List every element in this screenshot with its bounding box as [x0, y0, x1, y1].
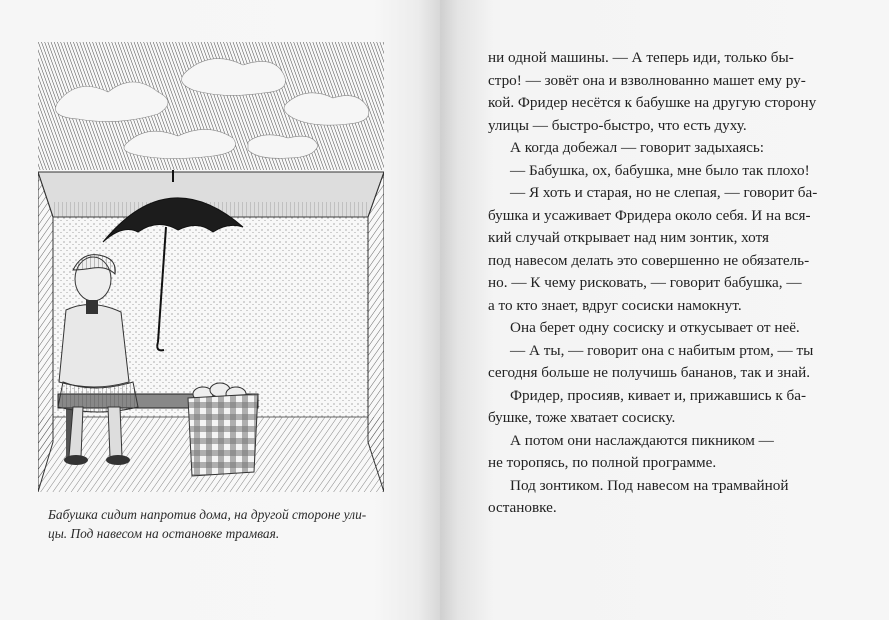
text-line: — Бабушка, ох, бабушка, мне было так плохо! — [510, 161, 810, 179]
illustration-caption — [48, 505, 388, 543]
caption-line: цы. Под навесом на остановке трамвая. — [48, 526, 280, 541]
text-line: сегодня больше не получишь бананов, так и знай. — [488, 364, 810, 381]
text-line: Она берет одну сосиску и откусывает от неё. — [510, 319, 800, 336]
story-text — [488, 47, 848, 520]
text-line: А когда добежал — говорит задыхаясь: — [510, 139, 764, 156]
text-line: но. — К чему рисковать, — говорит бабушка, — — [488, 274, 802, 291]
caption-line: Бабушка сидит напротив дома, на другой стороне ули- — [48, 507, 367, 522]
text-line: кий случай открывает над ним зонтик, хотя — [488, 229, 769, 246]
text-line: бушка и усаживает Фридера около себя. И на вся- — [488, 206, 811, 224]
text-line: А потом они наслаждаются пикником — — [510, 431, 774, 449]
text-line: остановке. — [488, 499, 557, 516]
text-line: улицы — быстро-быстро, что есть духу. — [488, 116, 747, 134]
text-line: кой. Фридер несётся к бабушке на другую сторону — [488, 94, 817, 111]
text-line: бушке, тоже хватает сосиску. — [488, 409, 676, 426]
text-line: не торопясь, по полной программе. — [488, 454, 717, 471]
text-line: а то кто знает, вдруг сосиски намокнут. — [488, 296, 742, 314]
left-page — [0, 0, 440, 620]
text-line: — Я хоть и старая, но не слепая, — говорит ба- — [510, 184, 818, 201]
text-line: Фридер, просияв, кивает и, прижавшись к ба- — [510, 386, 807, 404]
text-line: под навесом делать это совершенно не обязатель- — [488, 251, 810, 269]
text-line: Под зонтиком. Под навесом на трамвайной — [510, 476, 789, 494]
illustration — [38, 42, 384, 492]
picnic-basket — [188, 383, 258, 476]
text-line: стро! — зовёт она и взволнованно машет ему ру- — [488, 71, 806, 89]
text-line: ни одной машины. — А теперь иди, только бы- — [488, 49, 794, 66]
text-line: — А ты, — говорит она с набитым ртом, — ты — [510, 341, 814, 359]
